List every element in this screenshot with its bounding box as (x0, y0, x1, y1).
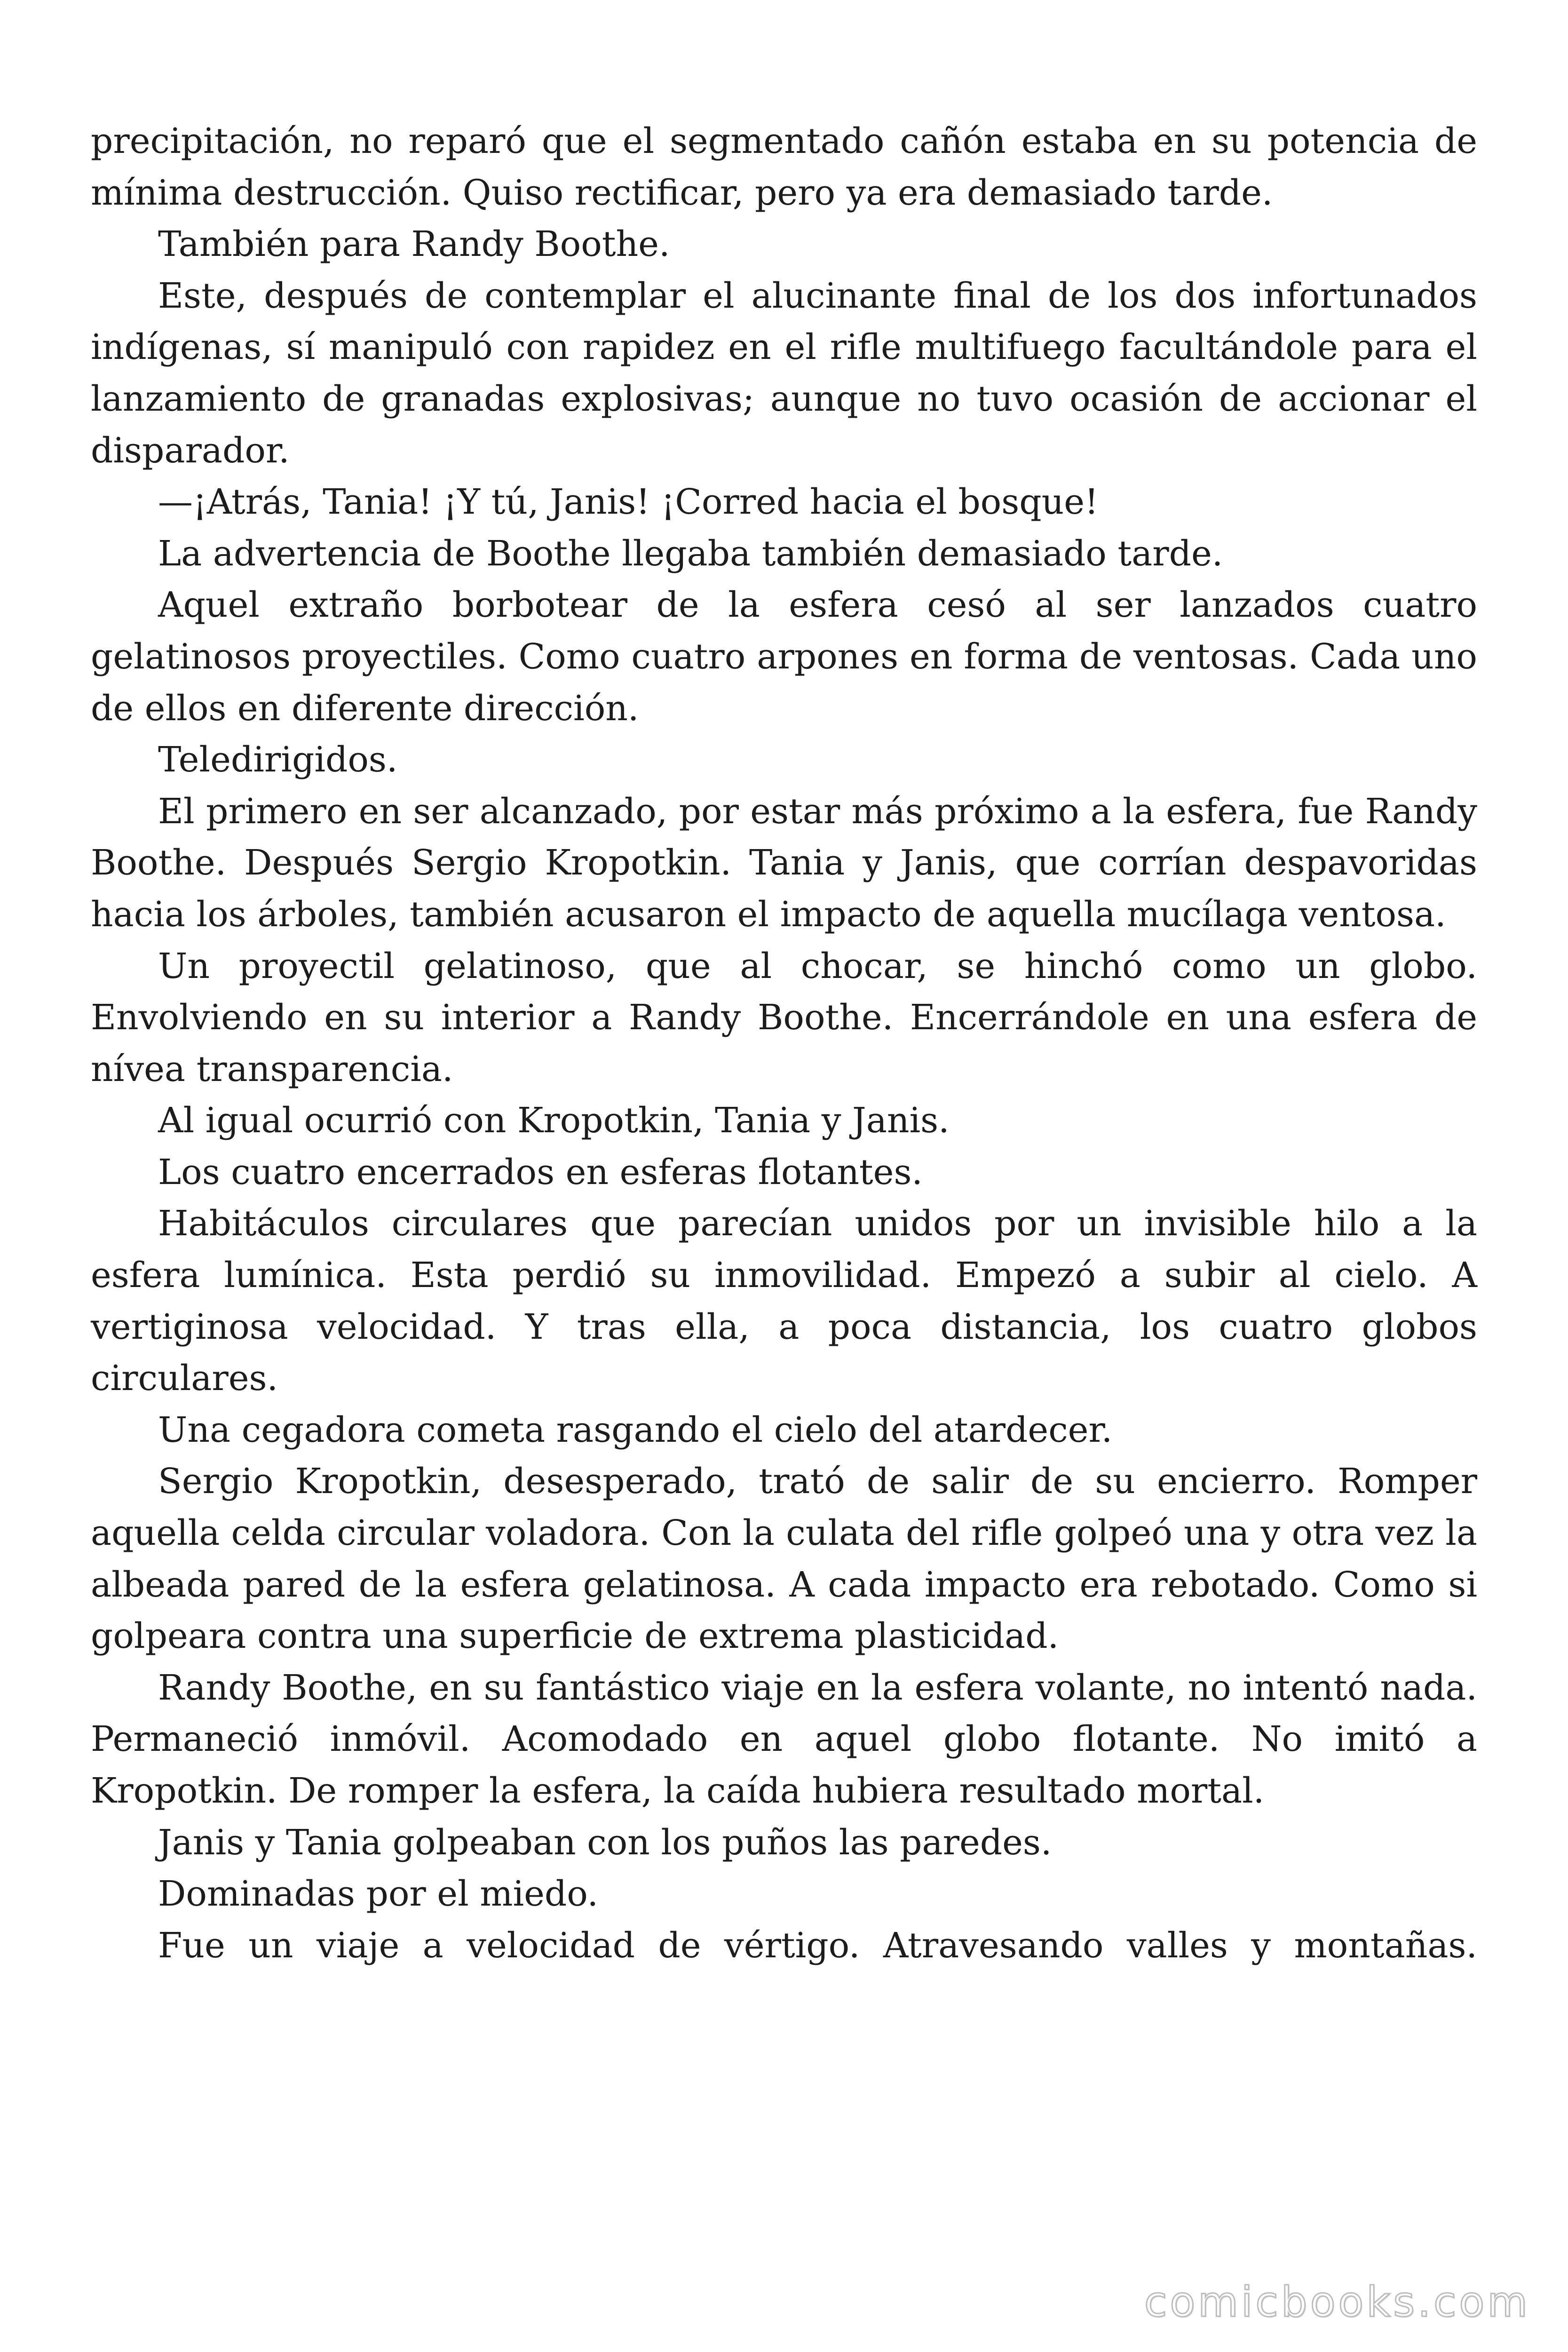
paragraph: El primero en ser alcanzado, por estar más próximo a la esfera, fue Randy Boothe. Después Sergio Kropotkin. Tania y Janis, que corrían despavoridas hacia los árboles, también acusaron el impacto de aquella mucílaga ventosa. (91, 791, 1477, 935)
paragraph: Este, después de contemplar el alucinante final de los dos infortunados indígenas, sí manipuló con rapidez en el rifle multifuego facultándole para el lanzamiento de granadas explosivas; aunque no tuvo ocasión de accionar el disparador. (91, 275, 1477, 471)
paragraph: También para Randy Boothe. (158, 224, 670, 265)
paragraph: Fue un viaje a velocidad de vértigo. Atravesando valles y montañas. (158, 1925, 1477, 1966)
dialogue-paragraph: —¡Atrás, Tania! ¡Y tú, Janis! ¡Corred hacia el bosque! (158, 482, 1099, 523)
paragraph: Un proyectil gelatinoso, que al chocar, se hinchó como un globo. Envolviendo en su interior a Randy Boothe. Encerrándole en una esfera de nívea transparencia. (91, 946, 1477, 1089)
paragraph: Sergio Kropotkin, desesperado, trató de salir de su encierro. Romper aquella celda circular voladora. Con la culata del rifle golpeó una y otra vez la albeada pared de la esfera gelatinosa. A cada impacto era rebotado. Como si golpeara contra una superficie de extrema plasticidad. (91, 1461, 1477, 1657)
paragraph: Dominadas por el miedo. (158, 1874, 599, 1915)
paragraph: precipitación, no reparó que el segmentado cañón estaba en su potencia de mínima destrucción. Quiso rectificar, pero ya era demasiado tarde. (91, 121, 1477, 213)
paragraph: Habitáculos circulares que parecían unidos por un invisible hilo a la esfera lumínica. Esta perdió su inmovilidad. Empezó a subir al cielo. A vertiginosa velocidad. Y tras ella, a poca distancia, los cuatro globos circulares. (91, 1203, 1477, 1399)
paragraph: Una cegadora cometa rasgando el cielo del atardecer. (158, 1409, 1113, 1450)
paragraph: Aquel extraño borbotear de la esfera cesó al ser lanzados cuatro gelatinosos proyectiles. Como cuatro arpones en forma de ventosas. Cada uno de ellos en diferente dirección. (91, 585, 1477, 729)
paragraph: Los cuatro encerrados en esferas flotantes. (158, 1152, 923, 1192)
page-body (91, 116, 1477, 1971)
paragraph: Randy Boothe, en su fantástico viaje en la esfera volante, no intentó nada. Permaneció inmóvil. Acomodado en aquel globo flotante. No imitó a Kropotkin. De romper la esfera, la caída hubiera resultado mortal. (91, 1667, 1477, 1811)
paragraph: Janis y Tania golpeaban con los puños las paredes. (158, 1822, 1052, 1863)
paragraph: La advertencia de Boothe llegaba también demasiado tarde. (158, 533, 1223, 574)
paragraph: Al igual ocurrió con Kropotkin, Tania y Janis. (158, 1100, 950, 1141)
paragraph: Teledirigidos. (158, 739, 398, 780)
watermark: comicbooks.com (1144, 2278, 1530, 2326)
